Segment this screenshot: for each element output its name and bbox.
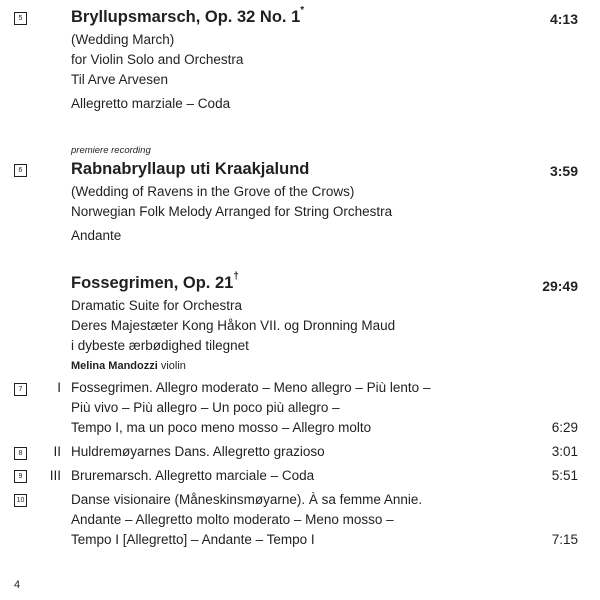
suite-title: Fossegrimen, Op. 21† [71,271,239,292]
dagger-mark: † [233,271,239,282]
asterisk-mark: * [300,5,305,16]
movement-roman-2: II [53,444,61,459]
track-number-5: 5 [14,12,27,25]
track-6-title: Rabnabryllaup uti Kraakjalund [71,160,310,178]
movement-3-duration: 5:51 [551,468,578,483]
track-number-9: 9 [14,470,27,483]
suite-subtitle: Dramatic Suite for Orchestra [71,298,243,313]
performer-instrument: violin [160,360,186,372]
track-number-8: 8 [14,447,27,460]
movement-1-duration: 6:29 [551,420,578,435]
track-6-tempo: Andante [71,228,122,243]
movement-2-duration: 3:01 [551,444,578,459]
track-number-10: 10 [14,494,27,507]
performer [71,360,186,372]
page-number: 4 [14,579,21,591]
track-5-title: Bryllupsmarsch, Op. 32 No. 1* [71,5,305,26]
movement-roman-3: III [49,468,61,483]
track-5-subtitle: (Wedding March) [71,32,175,47]
movement-4-line-2: Andante – Allegretto molto moderato – Meno mosso – [71,512,394,527]
track-6-duration: 3:59 [549,163,578,179]
track-6-subtitle: (Wedding of Ravens in the Grove of the Crows) [71,184,355,199]
suite-duration: 29:49 [542,278,578,294]
track-5-duration: 4:13 [549,11,578,27]
movement-1-line-3: Tempo I, ma un poco meno mosso – Allegro molto [71,420,372,435]
performer-name: Melina Mandozzi [71,360,158,372]
movement-3-line-1: Bruremarsch. Allegretto marciale – Coda [71,468,315,483]
suite-dedication-1: Deres Majestæter Kong Håkon VII. og Dronning Maud [71,318,396,333]
track-number-7: 7 [14,383,27,396]
movement-1-line-2: Più vivo – Più allegro – Un poco più allegro – [71,400,340,415]
movement-4-line-1: Danse visionaire (Måneskinsmøyarne). À sa femme Annie. [71,492,423,507]
suite-dedication-2: i dybeste ærbødighed tilegnet [71,338,249,353]
track-5-scoring: for Violin Solo and Orchestra [71,52,244,67]
premiere-note: premiere recording [71,145,151,156]
track-6-arrangement: Norwegian Folk Melody Arranged for String Orchestra [71,204,393,219]
movement-4-duration: 7:15 [551,532,578,547]
movement-4-line-3: Tempo I [Allegretto] – Andante – Tempo I [71,532,315,547]
track-number-6: 6 [14,164,27,177]
movement-2-line-1: Huldremøyarnes Dans. Allegretto grazioso [71,444,325,459]
track-5-tempo: Allegretto marziale – Coda [71,96,231,111]
track-5-dedication: Til Arve Arvesen [71,72,169,87]
movement-roman-1: I [57,380,61,395]
movement-1-line-1: Fossegrimen. Allegro moderato – Meno allegro – Più lento – [71,380,431,395]
